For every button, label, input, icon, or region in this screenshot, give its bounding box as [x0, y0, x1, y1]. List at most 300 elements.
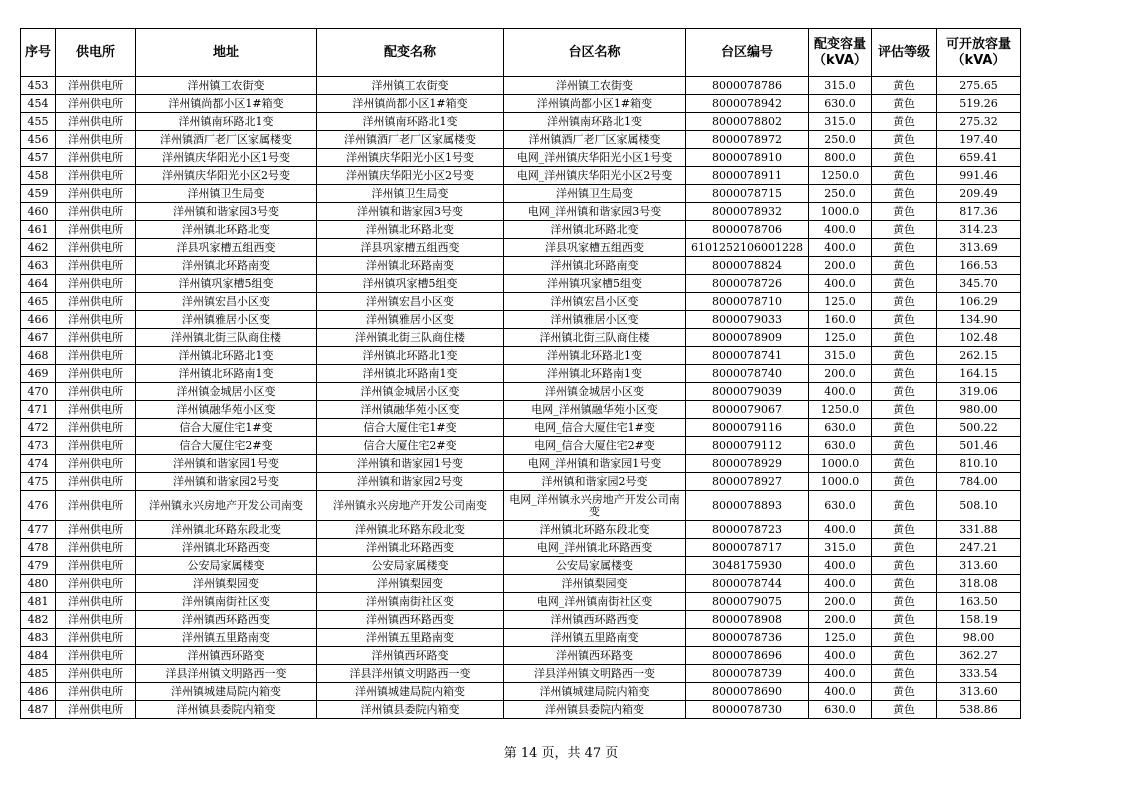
cell-office: 洋州供电所: [56, 293, 136, 311]
header-area-code: 台区编号: [686, 29, 809, 77]
cell-transformer: 洋州镇五里路南变: [317, 629, 504, 647]
cell-area-code: 8000078824: [686, 257, 809, 275]
cell-area-code: 8000078696: [686, 647, 809, 665]
cell-area-name: 洋州镇北环路北变: [504, 221, 686, 239]
cell-transformer: 洋州镇金城居小区变: [317, 383, 504, 401]
cell-grade: 黄色: [872, 149, 937, 167]
cell-address: 洋州镇城建局院内箱变: [136, 683, 317, 701]
cell-office: 洋州供电所: [56, 131, 136, 149]
cell-area-name: 洋州镇西环路西变: [504, 611, 686, 629]
cell-area-name: 洋州镇雅居小区变: [504, 311, 686, 329]
cell-area-name: 电网_洋州镇北环路西变: [504, 539, 686, 557]
cell-area-code: 8000078739: [686, 665, 809, 683]
cell-area-name: 公安局家属楼变: [504, 557, 686, 575]
cell-open-capacity: 333.54: [937, 665, 1021, 683]
cell-address: 洋州镇永兴房地产开发公司南变: [136, 491, 317, 521]
cell-seq: 481: [21, 593, 56, 611]
cell-office: 洋州供电所: [56, 311, 136, 329]
table-row: [21, 593, 1021, 611]
cell-address: 洋州镇南街社区变: [136, 593, 317, 611]
cell-grade: 黄色: [872, 665, 937, 683]
table-row: [21, 611, 1021, 629]
header-seq: 序号: [21, 29, 56, 77]
cell-capacity: 200.0: [809, 611, 872, 629]
cell-grade: 黄色: [872, 131, 937, 149]
cell-area-name: 洋县巩家槽五组西变: [504, 239, 686, 257]
cell-open-capacity: 508.10: [937, 491, 1021, 521]
cell-transformer: 洋州镇南环路北1变: [317, 113, 504, 131]
cell-open-capacity: 538.86: [937, 701, 1021, 719]
cell-seq: 461: [21, 221, 56, 239]
cell-office: 洋州供电所: [56, 665, 136, 683]
cell-transformer: 洋州镇北街三队商住楼: [317, 329, 504, 347]
header-office: 供电所: [56, 29, 136, 77]
cell-open-capacity: 275.65: [937, 77, 1021, 95]
cell-area-code: 8000078736: [686, 629, 809, 647]
cell-seq: 479: [21, 557, 56, 575]
cell-office: 洋州供电所: [56, 473, 136, 491]
cell-seq: 485: [21, 665, 56, 683]
cell-office: 洋州供电所: [56, 275, 136, 293]
cell-area-code: 8000078929: [686, 455, 809, 473]
cell-capacity: 630.0: [809, 419, 872, 437]
cell-seq: 458: [21, 167, 56, 185]
table-row: [21, 131, 1021, 149]
cell-open-capacity: 158.19: [937, 611, 1021, 629]
cell-capacity: 630.0: [809, 491, 872, 521]
cell-capacity: 400.0: [809, 383, 872, 401]
table-row: [21, 383, 1021, 401]
cell-office: 洋州供电所: [56, 521, 136, 539]
cell-open-capacity: 318.08: [937, 575, 1021, 593]
cell-address: 洋州镇庆华阳光小区1号变: [136, 149, 317, 167]
cell-office: 洋州供电所: [56, 203, 136, 221]
cell-capacity: 630.0: [809, 437, 872, 455]
cell-seq: 456: [21, 131, 56, 149]
cell-area-code: 8000078786: [686, 77, 809, 95]
cell-seq: 462: [21, 239, 56, 257]
cell-open-capacity: 991.46: [937, 167, 1021, 185]
cell-capacity: 400.0: [809, 521, 872, 539]
cell-grade: 黄色: [872, 419, 937, 437]
cell-transformer: 洋州镇北环路南变: [317, 257, 504, 275]
cell-transformer: 洋州镇北环路东段北变: [317, 521, 504, 539]
cell-transformer: 洋州镇北环路南1变: [317, 365, 504, 383]
table-row: [21, 221, 1021, 239]
cell-grade: 黄色: [872, 203, 937, 221]
cell-open-capacity: 166.53: [937, 257, 1021, 275]
cell-transformer: 洋州镇北环路北变: [317, 221, 504, 239]
cell-capacity: 200.0: [809, 257, 872, 275]
table-row: [21, 275, 1021, 293]
cell-area-code: 8000079033: [686, 311, 809, 329]
cell-capacity: 1000.0: [809, 473, 872, 491]
cell-grade: 黄色: [872, 521, 937, 539]
cell-office: 洋州供电所: [56, 221, 136, 239]
cell-area-name: 洋州镇卫生局变: [504, 185, 686, 203]
header-grade: 评估等级: [872, 29, 937, 77]
cell-open-capacity: 362.27: [937, 647, 1021, 665]
cell-capacity: 630.0: [809, 701, 872, 719]
cell-address: 洋县巩家槽五组西变: [136, 239, 317, 257]
table-row: [21, 329, 1021, 347]
cell-address: 洋州镇巩家槽5组变: [136, 275, 317, 293]
cell-seq: 472: [21, 419, 56, 437]
cell-transformer: 洋州镇雅居小区变: [317, 311, 504, 329]
cell-open-capacity: 209.49: [937, 185, 1021, 203]
cell-address: 洋州镇酒厂老厂区家属楼变: [136, 131, 317, 149]
cell-seq: 463: [21, 257, 56, 275]
cell-seq: 455: [21, 113, 56, 131]
cell-area-code: 8000079067: [686, 401, 809, 419]
cell-area-code: 8000078706: [686, 221, 809, 239]
table-row: [21, 95, 1021, 113]
cell-seq: 469: [21, 365, 56, 383]
cell-office: 洋州供电所: [56, 539, 136, 557]
cell-area-code: 8000078690: [686, 683, 809, 701]
cell-capacity: 125.0: [809, 329, 872, 347]
cell-address: 洋州镇梨园变: [136, 575, 317, 593]
table-row: [21, 683, 1021, 701]
cell-area-code: 8000078911: [686, 167, 809, 185]
table-row: [21, 77, 1021, 95]
cell-capacity: 400.0: [809, 575, 872, 593]
cell-area-code: 8000078942: [686, 95, 809, 113]
cell-seq: 471: [21, 401, 56, 419]
cell-area-code: 8000078909: [686, 329, 809, 347]
cell-open-capacity: 784.00: [937, 473, 1021, 491]
cell-grade: 黄色: [872, 575, 937, 593]
cell-open-capacity: 980.00: [937, 401, 1021, 419]
cell-area-code: 8000078972: [686, 131, 809, 149]
cell-office: 洋州供电所: [56, 557, 136, 575]
table-row: [21, 665, 1021, 683]
cell-seq: 453: [21, 77, 56, 95]
cell-area-name: 洋州镇北环路东段北变: [504, 521, 686, 539]
cell-grade: 黄色: [872, 401, 937, 419]
cell-area-code: 8000078740: [686, 365, 809, 383]
cell-grade: 黄色: [872, 185, 937, 203]
cell-transformer: 洋州镇尚都小区1#箱变: [317, 95, 504, 113]
cell-area-name: 洋州镇北环路北1变: [504, 347, 686, 365]
cell-grade: 黄色: [872, 539, 937, 557]
table-header: [21, 29, 1021, 77]
cell-transformer: 公安局家属楼变: [317, 557, 504, 575]
table-row: [21, 293, 1021, 311]
cell-area-code: 8000078730: [686, 701, 809, 719]
cell-area-name: 洋州镇五里路南变: [504, 629, 686, 647]
cell-address: 洋州镇南环路北1变: [136, 113, 317, 131]
cell-transformer: 信合大厦住宅1#变: [317, 419, 504, 437]
cell-open-capacity: 313.69: [937, 239, 1021, 257]
cell-area-name: 洋州镇西环路变: [504, 647, 686, 665]
cell-capacity: 125.0: [809, 629, 872, 647]
header-open-capacity: 可开放容量 （kVA）: [937, 29, 1021, 77]
cell-area-name: 洋州镇尚都小区1#箱变: [504, 95, 686, 113]
cell-transformer: 洋州镇融华苑小区变: [317, 401, 504, 419]
cell-area-code: 8000079039: [686, 383, 809, 401]
cell-open-capacity: 500.22: [937, 419, 1021, 437]
cell-grade: 黄色: [872, 167, 937, 185]
cell-area-code: 8000078908: [686, 611, 809, 629]
table-row: [21, 539, 1021, 557]
cell-grade: 黄色: [872, 221, 937, 239]
cell-open-capacity: 134.90: [937, 311, 1021, 329]
cell-area-code: 8000078744: [686, 575, 809, 593]
cell-open-capacity: 319.06: [937, 383, 1021, 401]
cell-seq: 460: [21, 203, 56, 221]
table-row: [21, 437, 1021, 455]
cell-capacity: 200.0: [809, 365, 872, 383]
cell-capacity: 1250.0: [809, 167, 872, 185]
table-row: [21, 257, 1021, 275]
cell-grade: 黄色: [872, 293, 937, 311]
cell-grade: 黄色: [872, 275, 937, 293]
cell-capacity: 250.0: [809, 131, 872, 149]
cell-transformer: 洋州镇永兴房地产开发公司南变: [317, 491, 504, 521]
cell-office: 洋州供电所: [56, 77, 136, 95]
cell-area-code: 8000079112: [686, 437, 809, 455]
cell-area-name: 电网_洋州镇庆华阳光小区2号变: [504, 167, 686, 185]
cell-area-name: 洋州镇宏昌小区变: [504, 293, 686, 311]
cell-open-capacity: 345.70: [937, 275, 1021, 293]
cell-grade: 黄色: [872, 557, 937, 575]
cell-area-code: 8000078741: [686, 347, 809, 365]
cell-area-code: 8000078717: [686, 539, 809, 557]
cell-grade: 黄色: [872, 473, 937, 491]
cell-transformer: 洋州镇和谐家园2号变: [317, 473, 504, 491]
cell-address: 洋州镇庆华阳光小区2号变: [136, 167, 317, 185]
cell-transformer: 洋州镇西环路变: [317, 647, 504, 665]
cell-transformer: 洋州镇北环路西变: [317, 539, 504, 557]
cell-open-capacity: 314.23: [937, 221, 1021, 239]
cell-transformer: 洋州镇北环路北1变: [317, 347, 504, 365]
cell-seq: 464: [21, 275, 56, 293]
cell-transformer: 洋州镇西环路西变: [317, 611, 504, 629]
cell-office: 洋州供电所: [56, 647, 136, 665]
cell-seq: 476: [21, 491, 56, 521]
cell-capacity: 315.0: [809, 347, 872, 365]
cell-address: 洋州镇工农街变: [136, 77, 317, 95]
cell-area-name: 电网_信合大厦住宅1#变: [504, 419, 686, 437]
capacity-table-container: [20, 28, 1021, 719]
table-row: [21, 455, 1021, 473]
cell-transformer: 洋州镇庆华阳光小区1号变: [317, 149, 504, 167]
table-row: [21, 149, 1021, 167]
cell-address: 洋州镇五里路南变: [136, 629, 317, 647]
cell-office: 洋州供电所: [56, 575, 136, 593]
cell-address: 洋州镇金城居小区变: [136, 383, 317, 401]
cell-open-capacity: 817.36: [937, 203, 1021, 221]
cell-grade: 黄色: [872, 383, 937, 401]
cell-office: 洋州供电所: [56, 383, 136, 401]
cell-address: 洋州镇和谐家园1号变: [136, 455, 317, 473]
cell-area-name: 电网_洋州镇和谐家园3号变: [504, 203, 686, 221]
table-row: [21, 113, 1021, 131]
cell-capacity: 250.0: [809, 185, 872, 203]
cell-area-code: 8000078932: [686, 203, 809, 221]
cell-address: 洋州镇北环路南1变: [136, 365, 317, 383]
cell-area-code: 8000078710: [686, 293, 809, 311]
cell-address: 洋州镇融华苑小区变: [136, 401, 317, 419]
cell-area-code: 8000078893: [686, 491, 809, 521]
header-row: [21, 29, 1021, 77]
cell-open-capacity: 501.46: [937, 437, 1021, 455]
cell-office: 洋州供电所: [56, 347, 136, 365]
cell-area-name: 洋州镇南环路北1变: [504, 113, 686, 131]
cell-area-name: 洋州镇工农街变: [504, 77, 686, 95]
cell-capacity: 800.0: [809, 149, 872, 167]
cell-seq: 466: [21, 311, 56, 329]
page-footer: 第 14 页，共 47 页: [503, 746, 619, 761]
cell-transformer: 洋州镇工农街变: [317, 77, 504, 95]
cell-office: 洋州供电所: [56, 401, 136, 419]
cell-capacity: 400.0: [809, 647, 872, 665]
cell-seq: 468: [21, 347, 56, 365]
cell-office: 洋州供电所: [56, 239, 136, 257]
cell-address: 信合大厦住宅1#变: [136, 419, 317, 437]
cell-capacity: 400.0: [809, 557, 872, 575]
header-transformer: 配变名称: [317, 29, 504, 77]
cell-open-capacity: 659.41: [937, 149, 1021, 167]
cell-transformer: 洋州镇巩家槽5组变: [317, 275, 504, 293]
cell-address: 洋州镇西环路变: [136, 647, 317, 665]
header-address: 地址: [136, 29, 317, 77]
table-row: [21, 629, 1021, 647]
cell-grade: 黄色: [872, 701, 937, 719]
cell-seq: 477: [21, 521, 56, 539]
cell-area-name: 电网_洋州镇和谐家园1号变: [504, 455, 686, 473]
cell-address: 洋州镇北环路南变: [136, 257, 317, 275]
cell-transformer: 洋州镇县委院内箱变: [317, 701, 504, 719]
cell-area-name: 电网_洋州镇永兴房地产开发公司南变: [504, 491, 686, 521]
table-row: [21, 521, 1021, 539]
cell-office: 洋州供电所: [56, 365, 136, 383]
table-body: [21, 77, 1021, 719]
cell-seq: 482: [21, 611, 56, 629]
cell-capacity: 200.0: [809, 593, 872, 611]
cell-transformer: 洋州镇卫生局变: [317, 185, 504, 203]
table-row: [21, 491, 1021, 521]
cell-grade: 黄色: [872, 683, 937, 701]
cell-area-code: 3048175930: [686, 557, 809, 575]
cell-grade: 黄色: [872, 629, 937, 647]
cell-open-capacity: 106.29: [937, 293, 1021, 311]
table-row: [21, 203, 1021, 221]
cell-open-capacity: 262.15: [937, 347, 1021, 365]
cell-grade: 黄色: [872, 437, 937, 455]
cell-transformer: 洋县洋州镇文明路西一变: [317, 665, 504, 683]
cell-transformer: 洋州镇庆华阳光小区2号变: [317, 167, 504, 185]
cell-area-name: 洋州镇和谐家园2号变: [504, 473, 686, 491]
cell-open-capacity: 810.10: [937, 455, 1021, 473]
table-row: [21, 167, 1021, 185]
cell-address: 信合大厦住宅2#变: [136, 437, 317, 455]
cell-area-name: 洋州镇梨园变: [504, 575, 686, 593]
cell-area-name: 电网_洋州镇南街社区变: [504, 593, 686, 611]
cell-grade: 黄色: [872, 77, 937, 95]
cell-office: 洋州供电所: [56, 149, 136, 167]
cell-capacity: 315.0: [809, 539, 872, 557]
cell-area-name: 洋州镇城建局院内箱变: [504, 683, 686, 701]
cell-capacity: 400.0: [809, 221, 872, 239]
cell-transformer: 洋州镇梨园变: [317, 575, 504, 593]
cell-area-name: 电网_洋州镇庆华阳光小区1号变: [504, 149, 686, 167]
cell-seq: 454: [21, 95, 56, 113]
cell-open-capacity: 519.26: [937, 95, 1021, 113]
cell-capacity: 400.0: [809, 683, 872, 701]
cell-capacity: 315.0: [809, 77, 872, 95]
cell-grade: 黄色: [872, 113, 937, 131]
cell-open-capacity: 197.40: [937, 131, 1021, 149]
cell-area-code: 8000078802: [686, 113, 809, 131]
cell-open-capacity: 331.88: [937, 521, 1021, 539]
cell-seq: 475: [21, 473, 56, 491]
cell-capacity: 1250.0: [809, 401, 872, 419]
cell-open-capacity: 313.60: [937, 683, 1021, 701]
cell-grade: 黄色: [872, 311, 937, 329]
cell-area-code: 8000078927: [686, 473, 809, 491]
capacity-table: [20, 28, 1021, 719]
cell-open-capacity: 102.48: [937, 329, 1021, 347]
cell-address: 洋州镇县委院内箱变: [136, 701, 317, 719]
cell-address: 洋州镇西环路西变: [136, 611, 317, 629]
cell-transformer: 洋州镇和谐家园3号变: [317, 203, 504, 221]
cell-address: 洋州镇北环路北变: [136, 221, 317, 239]
cell-area-code: 8000079075: [686, 593, 809, 611]
cell-address: 洋州镇北街三队商住楼: [136, 329, 317, 347]
cell-area-code: 8000079116: [686, 419, 809, 437]
cell-address: 洋州镇尚都小区1#箱变: [136, 95, 317, 113]
cell-open-capacity: 163.50: [937, 593, 1021, 611]
cell-grade: 黄色: [872, 593, 937, 611]
cell-address: 洋州镇雅居小区变: [136, 311, 317, 329]
cell-seq: 465: [21, 293, 56, 311]
cell-capacity: 1000.0: [809, 203, 872, 221]
cell-office: 洋州供电所: [56, 683, 136, 701]
cell-area-name: 洋州镇北环路南变: [504, 257, 686, 275]
table-row: [21, 239, 1021, 257]
cell-grade: 黄色: [872, 611, 937, 629]
cell-address: 洋州镇北环路西变: [136, 539, 317, 557]
table-row: [21, 347, 1021, 365]
table-row: [21, 419, 1021, 437]
table-row: [21, 311, 1021, 329]
cell-area-name: 电网_洋州镇融华苑小区变: [504, 401, 686, 419]
cell-office: 洋州供电所: [56, 593, 136, 611]
cell-capacity: 400.0: [809, 275, 872, 293]
table-row: [21, 575, 1021, 593]
header-area-name: 台区名称: [504, 29, 686, 77]
cell-seq: 478: [21, 539, 56, 557]
table-row: [21, 185, 1021, 203]
cell-capacity: 630.0: [809, 95, 872, 113]
cell-seq: 480: [21, 575, 56, 593]
cell-grade: 黄色: [872, 647, 937, 665]
cell-seq: 457: [21, 149, 56, 167]
table-row: [21, 557, 1021, 575]
cell-open-capacity: 164.15: [937, 365, 1021, 383]
table-row: [21, 401, 1021, 419]
cell-transformer: 洋州镇酒厂老厂区家属楼变: [317, 131, 504, 149]
cell-seq: 459: [21, 185, 56, 203]
cell-seq: 484: [21, 647, 56, 665]
cell-office: 洋州供电所: [56, 629, 136, 647]
cell-address: 洋州镇和谐家园2号变: [136, 473, 317, 491]
cell-office: 洋州供电所: [56, 491, 136, 521]
cell-office: 洋州供电所: [56, 185, 136, 203]
cell-capacity: 1000.0: [809, 455, 872, 473]
